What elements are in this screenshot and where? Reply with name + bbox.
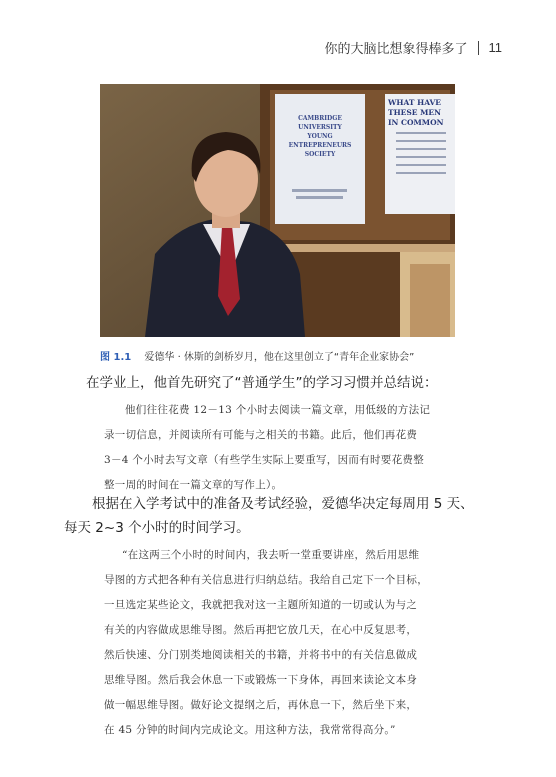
figure-photo: [100, 84, 455, 337]
page-number: 11: [488, 40, 502, 55]
book-title: 你的大脑比想象得棒多了: [324, 42, 468, 57]
quote-line: 录一切信息，并阅读所有可能与之相关的书籍。此后，他们再花费: [104, 429, 418, 441]
header-divider: [478, 41, 479, 55]
running-header: [324, 38, 502, 57]
quote-line: 在 45 分钟的时间内完成论文。用这种方法，我常常得高分。”: [104, 724, 396, 736]
quote-line: “在这两三个小时的时间内，我去听一堂重要讲座，然后用思维: [122, 549, 420, 561]
poster-right-text: WHAT HAVE THESE MEN IN COMMON: [388, 98, 444, 127]
quote-block-1: [104, 398, 476, 498]
figure-caption: [100, 348, 460, 363]
quote-line: 然后快速、分门别类地阅读相关的书籍，并将书中的有关信息做成: [104, 649, 418, 661]
quote-line: 做一幅思维导图。做好论文提纲之后，再休息一下，然后坐下来，: [104, 699, 418, 711]
quote-line: 一旦选定某些论文，我就把我对这一主题所知道的一切或认为与之: [104, 599, 418, 611]
body-paragraph-2: [64, 492, 506, 540]
quote-line: 整一周的时间在一篇文章的写作上）。: [104, 479, 283, 491]
quote-line: 有关的内容做成思维导图。然后再把它放几天，在心中反复思考，: [104, 624, 418, 636]
quote-line: 思维导图。然后我会休息一下或锻炼一下身体，再回来读论文本身: [104, 674, 418, 686]
poster-left-text: CAMBRIDGE UNIVERSITY YOUNG ENTREPRENEURS SOCIETY: [288, 115, 352, 158]
quote-line: 3－4 个小时去写文章（有些学生实际上要重写，因而有时要花费整: [104, 454, 424, 466]
quote-line: 他们往往花费 12－13 个小时去阅读一篇文章，用低级的方法记: [125, 404, 431, 416]
intro-paragraph: 在学业上，他首先研究了“普通学生”的学习习惯并总结说：: [86, 375, 438, 391]
quote-block-2: [104, 543, 476, 743]
figure-label: 图 1.1: [100, 352, 132, 363]
quote-line: 导图的方式把各种有关信息进行归纳总结。我给自己定下一个目标，: [104, 574, 428, 586]
paragraph-line: 每天 2~3 个小时的时间学习。: [64, 520, 250, 536]
paragraph-line: 根据在入学考试中的准备及考试经验，爱德华决定每周用 5 天、: [92, 496, 474, 512]
figure-caption-text: 爱德华 · 休斯的剑桥岁月，他在这里创立了“青年企业家协会”: [144, 352, 415, 363]
